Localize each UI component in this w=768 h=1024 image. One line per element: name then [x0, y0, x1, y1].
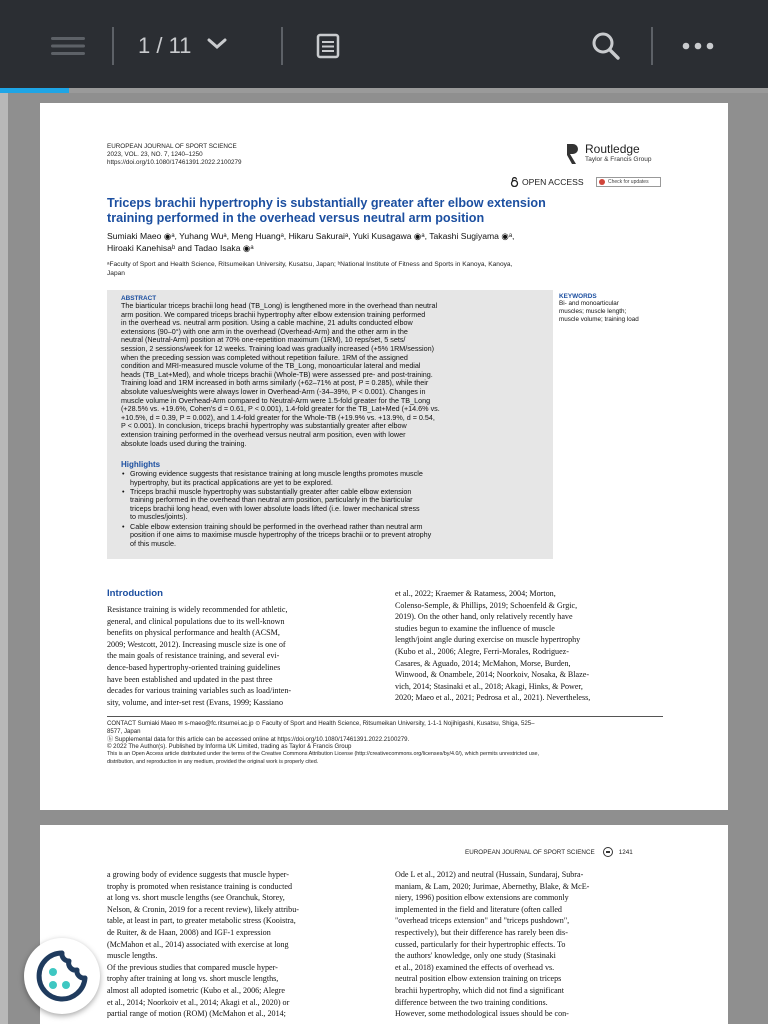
- page2-right-column: [395, 869, 663, 1020]
- keyword-line: muscles; muscle length;: [559, 308, 627, 315]
- highlights-heading: Highlights: [121, 460, 161, 469]
- text-line: de Ruiter, & de Haan, 2008) and IGF-1 expression: [107, 927, 271, 937]
- text-line: have been established and updated in the past three: [107, 674, 273, 684]
- keywords-heading: KEYWORDS: [559, 293, 597, 300]
- highlight-item: [121, 488, 541, 522]
- pdf-page-1: [40, 103, 728, 810]
- abstract-box: [107, 290, 553, 559]
- text-line: (McMahon et al., 2014) associated with exercise at long: [107, 939, 289, 949]
- highlight-item: [121, 523, 541, 549]
- sidebar-strip: [0, 93, 8, 1024]
- journal-name: EUROPEAN JOURNAL OF SPORT SCIENCE: [107, 143, 237, 150]
- abstract-text: [121, 302, 541, 448]
- text-line: length/joint angle during exercise on muscle hypertrophy: [395, 635, 581, 645]
- copyright-line: © 2022 The Author(s). Published by Informa UK Limited, trading as Taylor & Francis Group: [107, 743, 352, 751]
- highlight-line: to muscles/joints).: [130, 512, 188, 522]
- abstract-line: extensions (90–0°) with one arm in the overhead (Overhead-Arm) and the other arm in the: [121, 326, 408, 336]
- text-line: Nelson, & Cronin, 2019 for a recent review), likely attribu-: [107, 904, 299, 914]
- introduction-heading: Introduction: [107, 588, 163, 599]
- toolbar-divider: [651, 27, 653, 65]
- routledge-icon: [565, 143, 579, 165]
- abstract-line: muscle volume in Overhead-Arm compared to Neutral-Arm were 1.5-fold greater for the TB_Long: [121, 395, 431, 405]
- article-title: [107, 196, 546, 226]
- text-line: benefits on physical performance and health (ACSM,: [107, 628, 280, 638]
- text-line: brachii hypertrophy, which did not find a significant: [395, 985, 564, 995]
- pdf-page-2: [40, 825, 728, 1024]
- reading-progress-bar: [0, 88, 768, 93]
- text-line: the authors' knowledge, only one study (Stasinaki: [395, 951, 556, 961]
- check-updates-button[interactable]: [596, 177, 661, 187]
- text-line: Colenso-Semple, & Phillips, 2019; Schoenfeld & Grgic,: [395, 600, 578, 610]
- highlight-line: of this muscle.: [130, 538, 176, 548]
- chevron-down-icon: [207, 37, 227, 55]
- highlight-line: • Triceps brachii muscle hypertrophy was substantially greater after cable elbow extension: [130, 486, 412, 496]
- author-line: Hiroaki Kanehisaᵇ and Tadao Isaka ◉ᵃ: [107, 243, 254, 253]
- text-line: vich, 2014; Stasinaki et al., 2018; Akagi, Hinks, & Power,: [395, 681, 583, 691]
- document-outline-icon[interactable]: [312, 26, 344, 66]
- cookie-icon: [34, 948, 90, 1004]
- abstract-line: Training load and 1RM increased in both arms similarly (+62–71% at post, P = 0.285), while their: [121, 378, 429, 388]
- cookie-settings-button[interactable]: [24, 938, 100, 1014]
- abstract-line: when the preceding session was completed without repetition failure. 1RM of the assigned: [121, 352, 408, 362]
- journal-volume: 2023, VOL. 23, NO. 7, 1240–1250: [107, 151, 203, 158]
- title-line: training performed in the overhead versus neutral arm position: [107, 211, 485, 225]
- text-line: et al., 2014; Noorkoiv et al., 2014; Akagi et al., 2020) or: [107, 997, 290, 1007]
- license-line: This is an Open Access article distributed under the terms of the Creative Commons Attribution License (http://creativecommons.org/licenses/by/4.0/), which permits unrestricted use,: [107, 751, 540, 758]
- text-line: respectively), but their difference has rarely been dis-: [395, 927, 568, 937]
- text-line: Of the previous studies that compared muscle hyper-: [107, 962, 278, 972]
- contact-line: 8577, Japan: [107, 727, 141, 735]
- author-list: [107, 230, 514, 254]
- text-line: general, and clinical populations due to its well-known: [107, 616, 285, 626]
- text-line: studies begun to examine the influence of muscle: [395, 623, 555, 633]
- open-lock-icon: [510, 177, 519, 187]
- text-line: decades for various training variables such as load/inten-: [107, 686, 292, 696]
- abstract-line: session, 2 sessions/week for 12 weeks. Training load was gradually increased (+5% 1RM/session): [121, 343, 435, 353]
- running-head: [465, 847, 633, 857]
- abstract-line: +10.5%, d = 0.39, P = 0.002), and 1.4-fold greater for the Whole-TB (+19.9% vs. +13.9%, d = 0.54,: [121, 412, 435, 422]
- open-access-label: OPEN ACCESS: [522, 177, 584, 187]
- page-selector[interactable]: [138, 26, 258, 66]
- abstract-line: condition and MRI-measured muscle volume of the TB_Long, monoarticular lateral and medial: [121, 361, 421, 371]
- text-line: neutral position elbow extension training on triceps: [395, 974, 562, 984]
- affiliation-line: ᵃFaculty of Sport and Health Science, Ritsumeikan University, Kusatsu, Japan; ᵇNational Institute of Fitness and Sports in Kanoya, Kanoya,: [107, 261, 513, 268]
- text-line: maniam, & Lam, 2020; Jurimae, Abernethy, Blake, & McE-: [395, 881, 590, 891]
- abstract-line: absolute values/weights were always lower in Overhead-Arm (-34–39%, P < 0.001). Changes in: [121, 386, 426, 396]
- title-line: Triceps brachii hypertrophy is substantially greater after elbow extension: [107, 196, 546, 210]
- abstract-line: The biarticular triceps brachii long head (TB_Long) is lengthened more in the overhead than neutral: [121, 301, 438, 310]
- affiliations: [107, 260, 512, 278]
- highlight-line: hypertrophy, but its practical applications are yet to be explored.: [130, 477, 333, 487]
- open-access-badge: [510, 177, 584, 187]
- reading-progress-fill: [0, 88, 69, 93]
- text-line: partial range of motion (ROM) (McMahon et al., 2014;: [107, 1009, 286, 1019]
- text-line: Casares, & Aguado, 2014; McMahon, Morse, Burden,: [395, 658, 571, 668]
- publisher-subtitle: Taylor & Francis Group: [585, 156, 652, 163]
- abstract-line: (+28.5% vs. +19.6%, Cohen's d = 0.61, P < 0.001), 1.4-fold greater for the TB_Lat+Med (+14.6% vs.: [121, 404, 440, 414]
- text-line: Resistance training is widely recommended for athletic,: [107, 605, 288, 614]
- text-line: almost all adopted isometric (Kubo et al., 2006; Alegre: [107, 985, 286, 995]
- text-line: Ode L et al., 2012) and neutral (Hussain, Sundaraj, Subra-: [395, 870, 584, 879]
- license-line: distribution, and reproduction in any medium, provided the original work is properly cited.: [107, 758, 319, 765]
- abstract-line: in the overhead vs. neutral arm position. Using a cable machine, 21 adults conducted elbow: [121, 318, 413, 328]
- keywords-text: [559, 300, 639, 324]
- affiliation-line: Japan: [107, 270, 125, 277]
- text-line: et al., 2018) examined the effects of overhead vs.: [395, 962, 555, 972]
- check-updates-label: Check for updates: [608, 179, 649, 185]
- footer-rule: [107, 716, 663, 717]
- keyword-line: Bi- and monoarticular: [559, 300, 619, 307]
- highlight-line: position if one aims to maximise muscle hypertrophy of the triceps brachii or to prevent atrophy: [130, 530, 432, 540]
- abstract-line: absolute loads used during the training.: [121, 438, 247, 448]
- page-number: 1241: [618, 848, 633, 856]
- journal-doi[interactable]: https://doi.org/10.1080/17461391.2022.2100279: [107, 159, 242, 166]
- search-icon[interactable]: [588, 26, 624, 66]
- text-line: (Kubo et al., 2006; Alegre, Ferri-Morales, Rodriguez-: [395, 646, 569, 656]
- abstract-line: extension training performed in the overhead versus neutral arm position, even with lower: [121, 429, 406, 439]
- highlight-line: triceps brachii long head, even with lower absolute loads lifted (i.e. lower mechanical stress: [130, 503, 420, 513]
- contact-line: CONTACT Sumiaki Maeo ✉ s-maeo@fc.ritsumei.ac.jp ⊙ Faculty of Sport and Health Science, Ritsumeikan University, 1-1-1 Nojihigashi, Kusatsu, Shiga, 525–: [107, 720, 535, 727]
- text-line: However, some methodological issues should be con-: [395, 1009, 569, 1019]
- text-line: muscle lengths.: [107, 951, 158, 961]
- text-line: sity, volume, and inter-set rest (Evans, 1999; Kassiano: [107, 697, 283, 707]
- text-line: dence-based hypertrophy-oriented training guidelines: [107, 662, 281, 672]
- text-line: 2020; Maeo et al., 2021; Pedrosa et al., 2021). Nevertheless,: [395, 693, 591, 703]
- page2-left-column: [107, 869, 375, 1020]
- text-line: 2019). On the other hand, only relatively recently have: [395, 612, 573, 622]
- check-updates-icon: [599, 179, 605, 185]
- hamburger-menu-icon[interactable]: [50, 26, 86, 66]
- top-toolbar: [0, 0, 768, 88]
- text-line: 2009; Westcott, 2012). Increasing muscle size is one of: [107, 639, 286, 649]
- toolbar-divider: [112, 27, 114, 65]
- highlight-line: training performed in the overhead than neutral arm position, particularly in the biarticular: [130, 495, 413, 505]
- highlights-list: [121, 470, 541, 549]
- text-line: trophy is promoted when resistance training is conducted: [107, 881, 292, 891]
- publisher-logo: [565, 143, 651, 165]
- abstract-line: P < 0.001). In conclusion, triceps brachii hypertrophy was substantially greater after elbow: [121, 421, 407, 431]
- text-line: at long vs. short muscle lengths (see Oranchuk, Storey,: [107, 893, 285, 903]
- contact-footer: [107, 720, 667, 767]
- text-line: cussed, particularly for their hypertrophic effects. To: [395, 939, 566, 949]
- intro-left-column: [107, 604, 375, 708]
- intro-right-column: [395, 588, 663, 704]
- text-line: Winwood, & Onambele, 2014; Noorkoiv, Nosaka, & Blaze-: [395, 670, 590, 680]
- publisher-name: Routledge: [585, 142, 640, 156]
- journal-header: [107, 143, 241, 167]
- page-indicator: 1 / 11: [138, 33, 192, 58]
- text-line: the main goals of resistance training, and several evi-: [107, 651, 280, 661]
- text-line: implemented in the field and literature (often called: [395, 904, 562, 914]
- keywords: [559, 293, 639, 324]
- running-head-text: EUROPEAN JOURNAL OF SPORT SCIENCE: [465, 848, 595, 856]
- text-line: niery, 1996) position elbow extensions are commonly: [395, 893, 569, 903]
- author-line: Sumiaki Maeo ◉ᵃ, Yuhang Wuᵃ, Meng Huangᵃ, Hikaru Sakuraiᵃ, Yuki Kusagawa ◉ᵃ, Takashi Sugiyama ◉ᵃ,: [107, 231, 515, 241]
- publisher-mark-icon: [603, 847, 613, 857]
- text-line: trophy after training at long vs. short muscle lengths,: [107, 974, 279, 984]
- abstract-heading: ABSTRACT: [121, 295, 157, 302]
- highlight-line: • Cable elbow extension training should be performed in the overhead rather than neutral arm: [130, 521, 423, 531]
- abstract-line: heads (TB_Lat+Med), and whole triceps brachii (Whole-TB) were assessed pre- and post-training.: [121, 369, 433, 379]
- text-line: difference between the two training conditions.: [395, 997, 548, 1007]
- keyword-line: muscle volume; training load: [559, 316, 639, 323]
- more-horizontal-icon[interactable]: [680, 26, 716, 66]
- toolbar-divider: [281, 27, 283, 65]
- abstract-line: neutral (Neutral-Arm) position at 70% one-repetition maximum (1RM), 10 reps/set, 5 sets/: [121, 335, 406, 345]
- abstract-line: arm position. We compared triceps brachii hypertrophy after elbow extension training performed: [121, 309, 426, 319]
- supplemental-line[interactable]: ⓑ Supplemental data for this article can be accessed online at https://doi.org/10.1080/17461391.2022.2100279.: [107, 735, 410, 743]
- highlight-line: • Growing evidence suggests that resistance training at long muscle lengths promotes muscle: [130, 469, 423, 478]
- text-line: table, at least in part, to greater metabolic stress (Kooistra,: [107, 916, 296, 926]
- text-line: et al., 2022; Kraemer & Ratamess, 2004; Morton,: [395, 589, 556, 598]
- text-line: a growing body of evidence suggests that muscle hyper-: [107, 870, 289, 879]
- highlight-item: [121, 470, 541, 487]
- text-line: "overhead triceps extension" and "triceps pushdown",: [395, 916, 570, 926]
